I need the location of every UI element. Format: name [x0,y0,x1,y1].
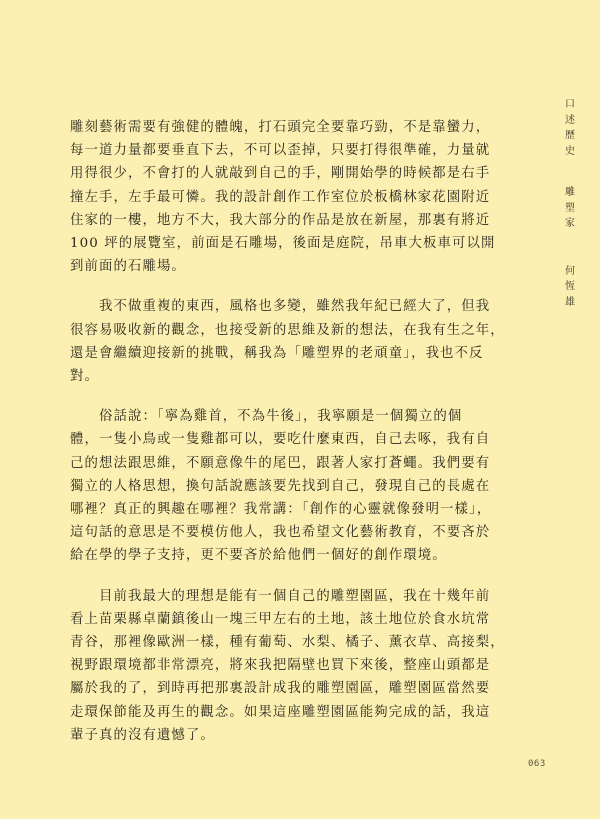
side-caption [561,97,579,310]
page-number: 063 [528,759,546,769]
text-line: 視野跟環境都非常漂亮，將來我把隔壁也買下來後，整座山頭都是 [70,658,491,674]
text-line: 100 坪的展覽室，前面是石雕場，後面是庭院，吊車大板車可以開 [70,236,496,252]
text-line: 目前我最大的理想是能有一個自己的雕塑園區，我在十幾年前 [70,588,491,604]
paragraph-4 [70,585,513,747]
text-line: 我不做重複的東西，風格也多變，雖然我年紀已經大了，但我 [70,299,491,315]
text-line: 己的想法跟思維，不願意像牛的尾巴，跟著人家打蒼蠅。我們要有 [70,455,491,471]
text-line: 雕刻藝術需要有強健的體魄，打石頭完全要靠巧勁，不是靠蠻力， [70,120,491,135]
text-line: 每一道力量都要垂直下去，不可以歪掉，只要打得很準確，力量就 [70,143,491,159]
text-line: 給在學的學子支持，更不要吝於給他們一個好的創作環境。 [70,548,447,564]
subject-title-char: 家 [565,218,575,229]
series-title-char: 史 [565,145,575,157]
text-line: 走環保節能及再生的觀念。如果這座雕塑園區能夠完成的話，我這 [70,704,491,720]
author-name-char: 何 [565,265,575,277]
text-line: 用得很少，不會打的人就敲到自己的手，剛開始學的時候都是右手 [70,166,491,182]
text-line: 很容易吸收新的觀念，也接受新的思維及新的想法，在我有生之年， [70,322,505,338]
body-text [70,116,513,764]
author-name-char: 雄 [565,296,575,308]
text-line: 看上苗栗縣卓蘭鎮後山一塊三甲左右的土地，該土地位於食水坑常 [70,611,491,627]
text-line: 還是會繼續迎接新的挑戰，稱我為「雕塑界的老頑童」，我也不反 [70,345,484,361]
text-line: 對。 [70,369,99,385]
text-line: 輩子真的沒有遺憾了。 [70,727,215,743]
subject-title [565,185,575,232]
text-line: 這句話的意思是不要模仿他人，我也希望文化藝術教育，不要吝於 [70,525,491,541]
series-title-char: 歷 [565,130,575,141]
series-title-char: 述 [565,114,575,126]
subject-title-char: 雕 [565,187,575,198]
author-name-char: 恆 [565,281,575,292]
author-name [565,264,575,311]
paragraph-1 [70,116,513,278]
text-line: 住家的一樓，地方不大，我大部分的作品是放在新屋，那裏有將近 [70,212,491,228]
paragraph-2 [70,295,513,388]
text-line: 屬於我的了，到時再把那裏設計成我的雕塑園區，雕塑園區當然要 [70,681,491,697]
text-line: 俗話說：「寧為雞首，不為牛後」，我寧願是一個獨立的個 [70,409,463,425]
text-line: 體，一隻小鳥或一隻雞都可以，要吃什麼東西，自己去啄，我有自 [70,432,491,448]
text-line: 到前面的石雕場。 [70,259,186,275]
text-line: 哪裡？真正的興趣在哪裡？我常講：「創作的心靈就像發明一樣」， [70,502,492,518]
subject-title-char: 塑 [565,202,575,214]
text-line: 青谷，那裡像歐洲一樣，種有葡萄、水梨、橘子、薰衣草、高接梨， [70,635,505,651]
text-line: 撞左手，左手最可憐。我的設計創作工作室位於板橋林家花園附近 [70,189,491,205]
series-title-char: 口 [565,99,575,110]
paragraph-3 [70,405,513,567]
text-line: 獨立的人格思想，換句話說應該要先找到自己，發現自己的長處在 [70,478,491,494]
series-title [565,97,575,159]
